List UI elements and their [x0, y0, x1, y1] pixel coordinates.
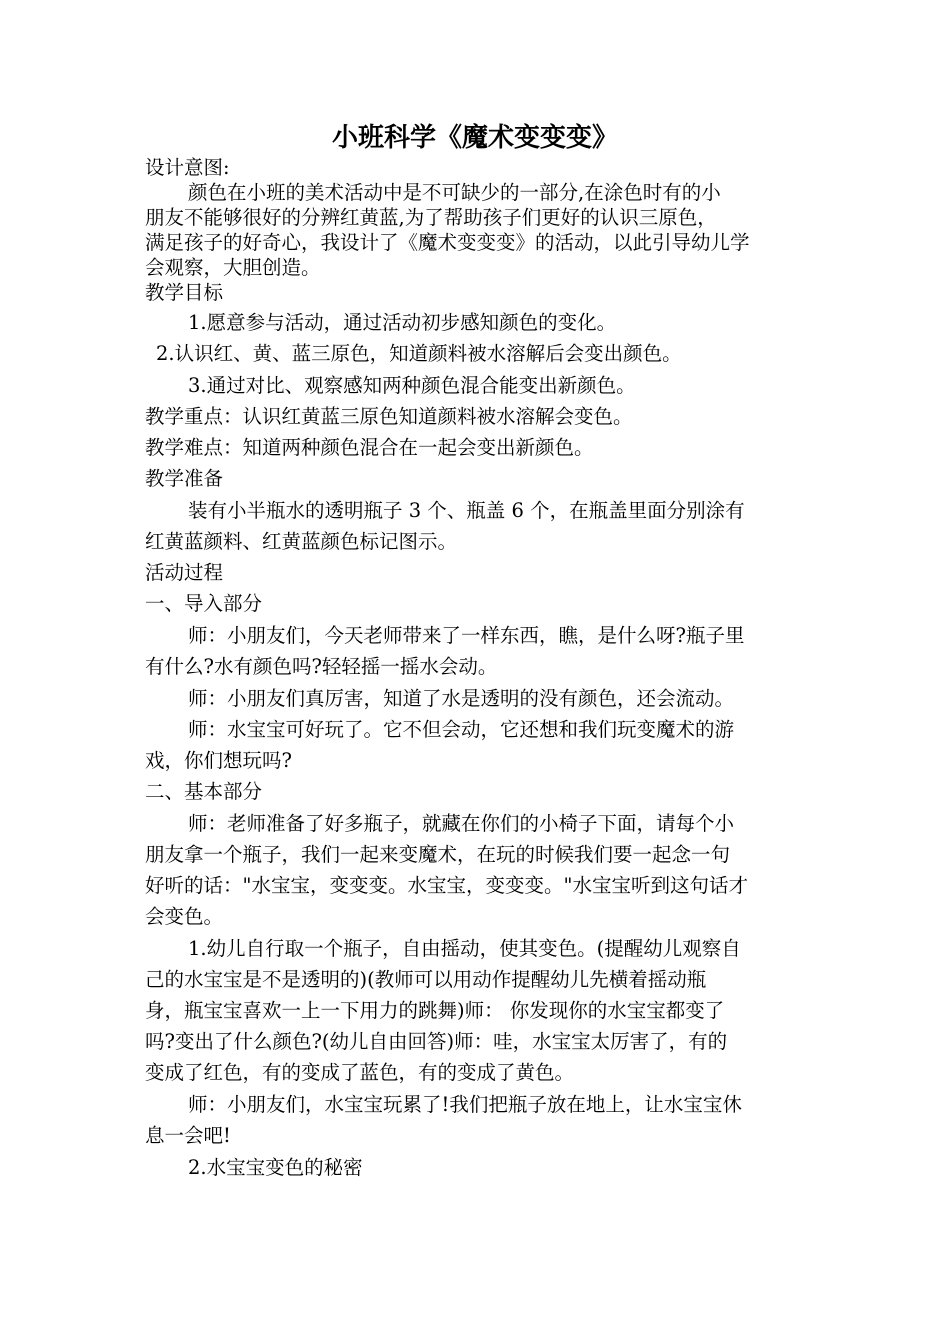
paragraph-line: 会变色。 — [145, 905, 224, 928]
paragraph-line: 师：老师准备了好多瓶子，就藏在你们的小椅子下面，请每个小 — [188, 812, 735, 835]
paragraph-line: 会观察，大胆创造。 — [145, 256, 321, 279]
paragraph-line: 师：小朋友们，水宝宝玩累了!我们把瓶子放在地上，让水宝宝休 — [188, 1093, 742, 1116]
paragraph-line: 师：小朋友们，今天老师带来了一样东西，瞧，是什么呀?瓶子里 — [188, 624, 745, 647]
paragraph-line: 1.幼儿自行取一个瓶子，自由摇动，使其变色。(提醒幼儿观察自 — [188, 937, 741, 960]
paragraph-line: 好听的话："水宝宝，变变变。水宝宝，变变变。"水宝宝听到这句话才 — [145, 874, 748, 897]
paragraph-line: 有什么?水有颜色吗?轻轻摇一摇水会动。 — [145, 655, 498, 678]
heading-teaching-goals: 教学目标 — [145, 281, 224, 304]
heading-preparation: 教学准备 — [145, 467, 224, 490]
paragraph-line: 戏，你们想玩吗? — [145, 749, 292, 772]
paragraph-line: 2.水宝宝变色的秘密 — [188, 1156, 363, 1179]
paragraph-line: 吗?变出了什么颜色?(幼儿自由回答)师：哇，水宝宝太厉害了，有的 — [145, 1030, 728, 1053]
document-title: 小班科学《魔术变变变》 — [331, 123, 618, 153]
section-heading: 一、导入部分 — [145, 592, 263, 615]
goal-item: 2.认识红、黄、蓝三原色，知道颜料被水溶解后会变出颜色。 — [156, 342, 682, 365]
paragraph-line: 师：小朋友们真厉害，知道了水是透明的没有颜色，还会流动。 — [188, 687, 735, 710]
goal-item: 1.愿意参与活动，通过活动初步感知颜色的变化。 — [188, 311, 617, 334]
paragraph-line: 己的水宝宝是不是透明的)(教师可以用动作提醒幼儿先横着摇动瓶 — [145, 968, 707, 991]
section-heading: 二、基本部分 — [145, 780, 263, 803]
goal-item: 3.通过对比、观察感知两种颜色混合能变出新颜色。 — [188, 374, 636, 397]
teaching-difficulty: 教学难点：知道两种颜色混合在一起会变出新颜色。 — [145, 436, 594, 459]
paragraph-line: 朋友不能够很好的分辨红黄蓝,为了帮助孩子们更好的认识三原色， — [145, 206, 717, 229]
paragraph-line: 息一会吧! — [145, 1124, 231, 1147]
heading-activity-process: 活动过程 — [145, 561, 224, 584]
paragraph-line: 满足孩子的好奇心，我设计了《魔术变变变》的活动，以此引导幼儿学 — [145, 231, 750, 254]
paragraph-line: 装有小半瓶水的透明瓶子 3 个、瓶盖 6 个，在瓶盖里面分别涂有 — [188, 499, 745, 522]
paragraph-line: 变成了红色，有的变成了蓝色，有的变成了黄色。 — [145, 1061, 575, 1084]
paragraph-line: 红黄蓝颜料、红黄蓝颜色标记图示。 — [145, 530, 458, 553]
paragraph-line: 朋友拿一个瓶子，我们一起来变魔术，在玩的时候我们要一起念一句 — [145, 843, 731, 866]
paragraph-line: 师：水宝宝可好玩了。它不但会动，它还想和我们玩变魔术的游 — [188, 718, 735, 741]
teaching-key-point: 教学重点：认识红黄蓝三原色知道颜料被水溶解会变色。 — [145, 405, 633, 428]
paragraph-line: 身，瓶宝宝喜欢一上一下用力的跳舞)师： 你发现你的水宝宝都变了 — [145, 999, 725, 1022]
paragraph-line: 颜色在小班的美术活动中是不可缺少的一部分,在涂色时有的小 — [188, 181, 721, 204]
heading-design-intent: 设计意图: — [145, 156, 230, 179]
